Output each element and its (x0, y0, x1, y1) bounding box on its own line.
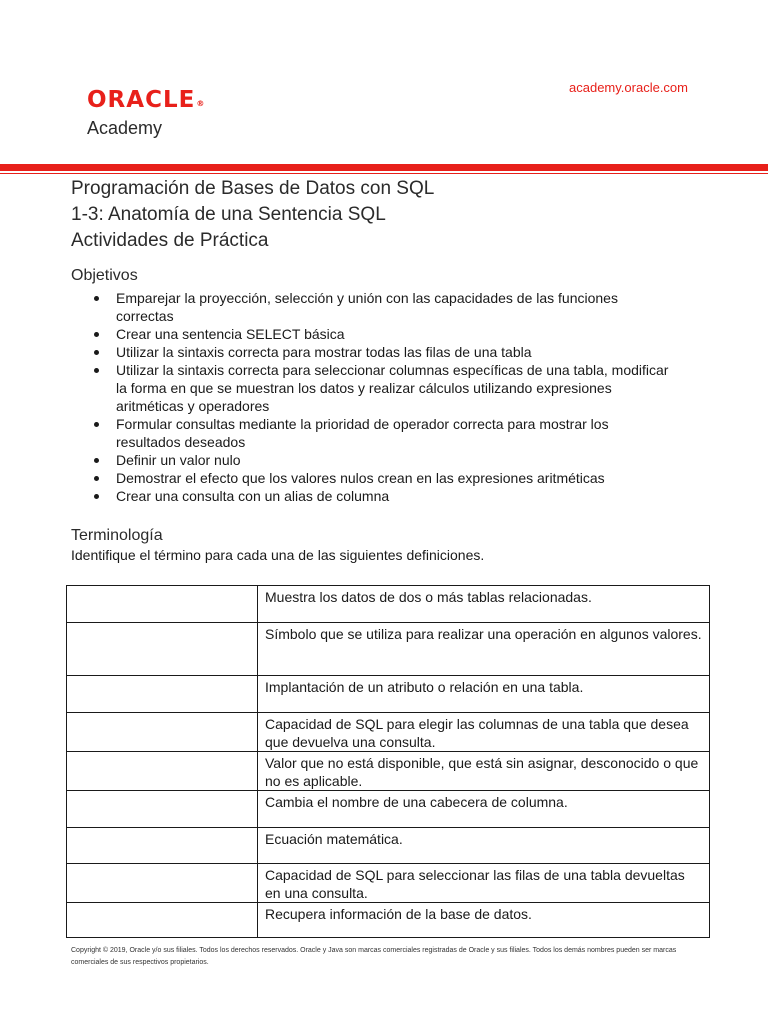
header-divider-line (0, 173, 768, 174)
term-answer-cell[interactable] (67, 828, 258, 864)
term-answer-input[interactable] (67, 828, 257, 845)
table-row (67, 903, 710, 938)
course-title: Programación de Bases de Datos con SQL (71, 178, 435, 199)
table-row (67, 676, 710, 713)
term-definition: Muestra los datos de dos o más tablas relacionadas. (258, 586, 710, 623)
objective-item: Crear una consulta con un alias de columna (71, 487, 671, 505)
objective-item: Utilizar la sintaxis correcta para mostrar todas las filas de una tabla (71, 343, 671, 361)
term-answer-input[interactable] (67, 864, 257, 881)
term-answer-cell[interactable] (67, 903, 258, 938)
term-definition: Símbolo que se utiliza para realizar una operación en algunos valores. (258, 623, 710, 676)
term-answer-input[interactable] (67, 791, 257, 808)
table-row (67, 864, 710, 903)
objectives-list (71, 289, 671, 505)
term-answer-input[interactable] (67, 586, 257, 603)
term-definition: Capacidad de SQL para elegir las columnas de una tabla que desea que devuelva una consulta. (258, 713, 710, 752)
terminology-table (66, 585, 710, 938)
term-answer-input[interactable] (67, 903, 257, 920)
academy-site-link[interactable]: academy.oracle.com (569, 80, 688, 95)
table-row (67, 752, 710, 791)
term-answer-input[interactable] (67, 676, 257, 693)
term-answer-cell[interactable] (67, 713, 258, 752)
registered-mark: ® (196, 99, 206, 108)
header-red-bar (0, 164, 768, 171)
objective-item: Crear una sentencia SELECT básica (71, 325, 671, 343)
term-definition: Cambia el nombre de una cabecera de columna. (258, 791, 710, 828)
term-answer-cell[interactable] (67, 586, 258, 623)
table-row (67, 713, 710, 752)
term-answer-cell[interactable] (67, 752, 258, 791)
document-titles (71, 176, 434, 254)
lesson-title: 1-3: Anatomía de una Sentencia SQL (71, 204, 386, 225)
term-answer-cell[interactable] (67, 623, 258, 676)
term-definition: Recupera información de la base de datos. (258, 903, 710, 938)
terminology-heading: Terminología (71, 527, 163, 544)
term-definition: Implantación de un atributo o relación en una tabla. (258, 676, 710, 713)
activity-title: Actividades de Práctica (71, 230, 269, 251)
table-row (67, 828, 710, 864)
term-answer-input[interactable] (67, 752, 257, 769)
objectives-heading: Objetivos (71, 267, 138, 284)
copyright-footer: Copyright © 2019, Oracle y/o sus filiales. Todos los derechos reservados. Oracle y Java son marcas comerciales registradas de Oracle y sus filiales. Todos los demás nombres pueden ser marcas comerciales de sus respectivos propietarios. (71, 947, 677, 966)
term-answer-cell[interactable] (67, 791, 258, 828)
table-row (67, 586, 710, 623)
objective-item: Utilizar la sintaxis correcta para seleccionar columnas específicas de una tabla, modificar la forma en que se muestran los datos y realizar cálculos utilizando expresiones aritméticas y operadores (71, 361, 671, 415)
terminology-instructions: Identifique el término para cada una de las siguientes definiciones. (71, 547, 485, 563)
logo-academy-text: Academy (87, 118, 163, 138)
term-answer-input[interactable] (67, 713, 257, 730)
logo-brand: ORACLE (87, 87, 196, 113)
objective-item: Formular consultas mediante la prioridad de operador correcta para mostrar los resultados deseados (71, 415, 671, 451)
term-definition: Valor que no está disponible, que está sin asignar, desconocido o que no es aplicable. (258, 752, 710, 791)
table-row (67, 791, 710, 828)
objective-item: Emparejar la proyección, selección y unión con las capacidades de las funciones correctas (71, 289, 671, 325)
objective-item: Demostrar el efecto que los valores nulos crean en las expresiones aritméticas (71, 469, 671, 487)
term-answer-cell[interactable] (67, 676, 258, 713)
oracle-academy-logo (87, 86, 205, 139)
term-definition: Ecuación matemática. (258, 828, 710, 864)
table-row (67, 623, 710, 676)
term-answer-input[interactable] (67, 623, 257, 640)
term-answer-cell[interactable] (67, 864, 258, 903)
objective-item: Definir un valor nulo (71, 451, 671, 469)
oracle-logo-wordmark (87, 86, 205, 114)
term-definition: Capacidad de SQL para seleccionar las filas de una tabla devueltas en una consulta. (258, 864, 710, 903)
